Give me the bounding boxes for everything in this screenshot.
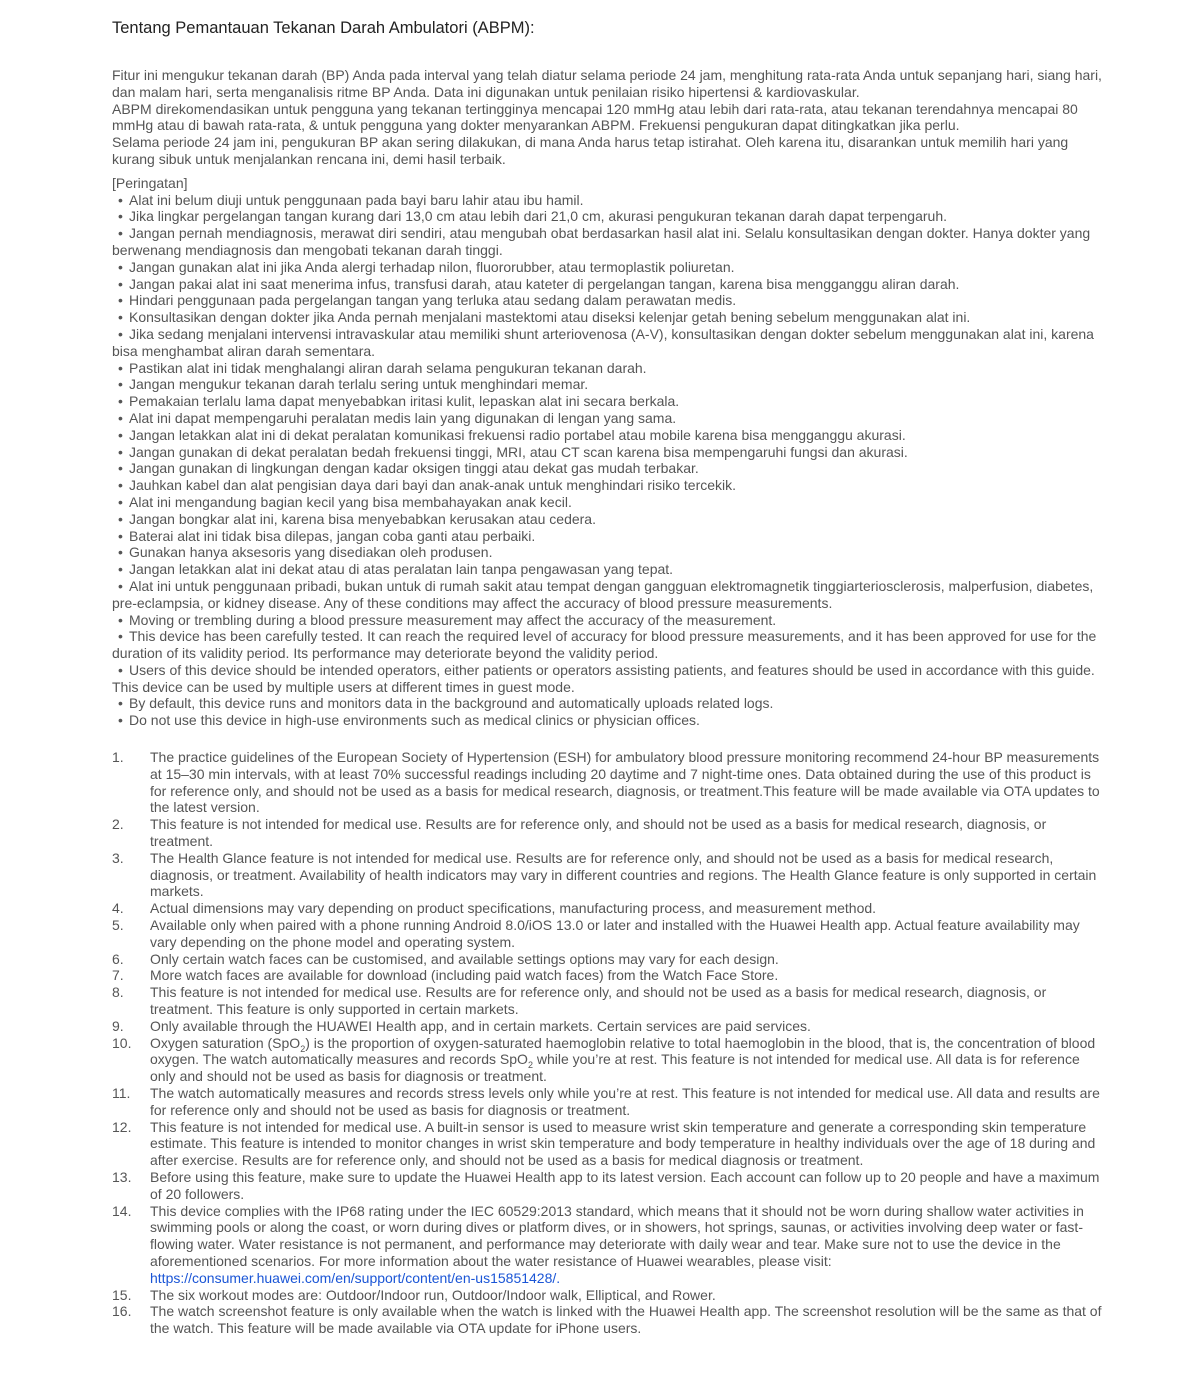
footnote-text: The six workout modes are: Outdoor/Indoor run, Outdoor/Indoor walk, Elliptical, and Rower. — [150, 1286, 716, 1303]
warning-text: This device has been carefully tested. It can reach the required level of accuracy for blood pressure measurements, and it has been approved for use for the duration of its validity period. Its performance may deteriorate beyond the validity period. — [112, 628, 1097, 662]
bullet-icon: • — [118, 510, 123, 527]
warning-item — [112, 208, 1108, 225]
bullet-icon: • — [118, 275, 123, 292]
warning-text: Alat ini belum diuji untuk penggunaan pada bayi baru lahir atau ibu hamil. — [129, 191, 584, 208]
footnote-number: 4. — [112, 900, 124, 917]
subscript: 2 — [300, 1043, 306, 1054]
footnote-text: Available only when paired with a phone running Android 8.0/iOS 13.0 or later and installed with the Huawei Health app. Actual feature availability may vary depending on the phone model and operating system. — [150, 917, 1080, 950]
footnote-item — [112, 1085, 1108, 1119]
warning-text: Jangan mengukur tekanan darah terlalu sering untuk menghindari memar. — [129, 376, 589, 393]
subscript: 2 — [527, 1060, 533, 1071]
warning-item — [112, 544, 1108, 561]
warning-text: Pastikan alat ini tidak menghalangi aliran darah selama pengukuran tekanan darah. — [129, 359, 647, 376]
footnote-number: 11. — [112, 1085, 131, 1102]
warning-text: Jangan gunakan di dekat peralatan bedah frekuensi tinggi, MRI, atau CT scan karena bisa mempengaruhi fungsi dan akurasi. — [129, 443, 908, 460]
warning-item — [112, 695, 1108, 712]
bullet-icon: • — [118, 577, 123, 594]
warning-text: Konsultasikan dengan dokter jika Anda pernah menjalani mastektomi atau diseksi kelenjar getah bening sebelum menggunakan alat ini. — [129, 309, 971, 326]
footnote-text: This device complies with the IP68 rating under the IEC 60529:2013 standard, which means that it should not be worn during shallow water activities in swimming pools or along the coast, or worn during dives or platform dives, or in showers, hot springs, saunas, or activities involving deep water or fast-flowing water. Water resistance is not permanent, and performance may deteriorate with daily wear and tear. Make sure not to use the device in the aforementioned scenarios. For more information about the water resistance of Huawei wearables, please visit: — [150, 1202, 1084, 1269]
footnote-item — [112, 1035, 1108, 1085]
footnote-item — [112, 1287, 1108, 1304]
footnote-text: Only available through the HUAWEI Health app, and in certain markets. Certain services are paid services. — [150, 1017, 811, 1034]
footnote-text: The watch screenshot feature is only available when the watch is linked with the Huawei Health app. The screenshot resolution will be the same as that of the watch. This feature will be made available via OTA update for iPhone users. — [150, 1303, 1102, 1337]
warning-item — [112, 712, 1108, 729]
warning-text: Jangan bongkar alat ini, karena bisa menyebabkan kerusakan atau cedera. — [129, 510, 596, 527]
footnote-item — [112, 749, 1108, 816]
page-title: Tentang Pemantauan Tekanan Darah Ambulatori (ABPM): — [112, 19, 535, 37]
bullet-icon: • — [118, 493, 123, 510]
footnote-text: Oxygen saturation (SpO — [150, 1034, 301, 1051]
footnote-item — [112, 816, 1108, 850]
warning-text: Moving or trembling during a blood pressure measurement may affect the accuracy of the measurement. — [129, 611, 777, 628]
footnote-number: 12. — [112, 1118, 132, 1135]
footnote-number: 3. — [112, 849, 124, 866]
water-resistance-link[interactable]: https://consumer.huawei.com/en/support/content/en-us15851428/. — [150, 1269, 561, 1286]
warning-text: Jika sedang menjalani intervensi intravaskular atau memiliki shunt arteriovenosa (A-V), konsultasikan dengan dokter sebelum menggunakan alat ini, karena bisa menghambat aliran darah sementara. — [112, 325, 1094, 359]
footnote-item — [112, 951, 1108, 968]
bullet-icon: • — [118, 292, 123, 309]
warning-text: Hindari penggunaan pada pergelangan tangan yang terluka atau sedang dalam perawatan medis. — [129, 292, 737, 309]
bullet-icon: • — [118, 376, 123, 393]
bullet-icon: • — [118, 208, 123, 225]
bullet-icon: • — [118, 527, 123, 544]
warning-text: Jauhkan kabel dan alat pengisian daya dari bayi dan anak-anak untuk menghindari risiko tercekik. — [129, 477, 737, 494]
document-page — [112, 16, 1108, 1337]
footnote-number: 7. — [112, 967, 124, 984]
warning-item — [112, 410, 1108, 427]
warning-text: Pemakaian terlalu lama dapat menyebabkan iritasi kulit, lepaskan alat ini secara berkala. — [129, 393, 680, 410]
footnote-number: 13. — [112, 1169, 132, 1185]
warning-item — [112, 376, 1108, 393]
bullet-icon: • — [118, 393, 123, 410]
footnote-number: 9. — [112, 1017, 124, 1034]
bullet-icon: • — [118, 477, 123, 494]
warning-item — [112, 225, 1108, 259]
warning-item — [112, 292, 1108, 309]
footnote-text: Only certain watch faces can be customised, and available settings options may vary for each design. — [150, 950, 779, 967]
bullet-icon: • — [118, 409, 123, 426]
footnote-number: 1. — [112, 749, 124, 766]
footnote-number: 2. — [112, 816, 124, 833]
bullet-icon: • — [118, 695, 123, 712]
footnote-number: 10. — [112, 1034, 132, 1051]
footnote-item — [112, 1018, 1108, 1035]
warning-item — [112, 360, 1108, 377]
warning-item — [112, 511, 1108, 528]
footnote-number: 5. — [112, 917, 124, 934]
footnote-text: ) is the proportion of oxygen-saturated haemoglobin relative to total haemoglobin in the blood, that is, the concentration of blood oxygen. The watch automatically measures and records SpO — [150, 1034, 1096, 1068]
footnote-text: Before using this feature, make sure to update the Huawei Health app to its latest version. Each account can follow up to 20 people and have a maximum of 20 followers. — [150, 1169, 1100, 1202]
warning-item — [112, 612, 1108, 629]
warning-text: Jika lingkar pergelangan tangan kurang dari 13,0 cm atau lebih dari 21,0 cm, akurasi pengukuran tekanan darah dapat terpengaruh. — [129, 208, 947, 225]
warning-text: Jangan letakkan alat ini di dekat peralatan komunikasi frekuensi radio portabel atau mobile karena bisa mengganggu akurasi. — [129, 426, 906, 443]
footnote-item — [112, 900, 1108, 917]
bullet-icon: • — [118, 258, 123, 275]
footnote-text: This feature is not intended for medical use. Results are for reference only, and should not be used as a basis for medical research, diagnosis, or treatment. — [150, 816, 1047, 850]
bullet-icon: • — [118, 325, 123, 342]
warning-text: Gunakan hanya aksesoris yang disediakan oleh produsen. — [129, 544, 493, 561]
warning-item — [112, 494, 1108, 511]
footnote-text: The practice guidelines of the European Society of Hypertension (ESH) for ambulatory blood pressure monitoring recommend 24-hour BP measurements at 15–30 min intervals, with at least 70% successful readings including 20 daytime and 7 night-time ones. Data obtained during the use of this product is for reference only, and should not be used as a basis for medical research, diagnosis, or treatment.This feature will be made available via OTA updates to the latest version. — [150, 749, 1100, 816]
footnote-number: 15. — [112, 1286, 132, 1303]
intro-paragraph: Fitur ini mengukur tekanan darah (BP) Anda pada interval yang telah diatur selama periode 24 jam, menghitung rata-rata Anda untuk sepanjang hari, siang hari, dan malam hari, serta menganalisis ritme BP Anda. Data ini digunakan untuk penilaian risiko hipertensi & kardiovaskular. — [112, 67, 1102, 100]
bullet-icon: • — [118, 309, 123, 326]
footnote-item — [112, 1169, 1108, 1203]
footnote-item — [112, 1203, 1108, 1287]
warning-item — [112, 259, 1108, 276]
warning-text: Do not use this device in high-use environments such as medical clinics or physician offices. — [129, 712, 700, 729]
footnote-item — [112, 1119, 1108, 1169]
footnote-text: This feature is not intended for medical use. Results are for reference only, and should not be used as a basis for medical research, diagnosis, or treatment. This feature is only supported in certain markets. — [150, 984, 1047, 1018]
bullet-icon: • — [118, 443, 123, 460]
warning-item — [112, 444, 1108, 461]
warning-text: Users of this device should be intended operators, either patients or operators assisting patients, and features should be used in accordance with this guide. This device can be used by multiple users at different times in guest mode. — [112, 661, 1095, 695]
warning-item — [112, 578, 1108, 612]
bullet-icon: • — [118, 460, 123, 477]
warning-text: Alat ini untuk penggunaan pribadi, bukan untuk di rumah sakit atau tempat dengan gangguan elektromagnetik tinggiarteriosclerosis, malperfusion, diabetes, pre-eclampsia, or kidney disease. Any of these conditions may affect the accuracy of blood pressure measurements. — [112, 577, 1094, 611]
warning-item — [112, 477, 1108, 494]
footnote-item — [112, 917, 1108, 951]
warning-text: Alat ini dapat mempengaruhi peralatan medis lain yang digunakan di lengan yang sama. — [129, 409, 677, 426]
warning-item — [112, 309, 1108, 326]
footnote-number: 16. — [112, 1303, 132, 1320]
footnote-item — [112, 1303, 1108, 1337]
footnote-number: 8. — [112, 984, 124, 1001]
intro-paragraph: Selama periode 24 jam ini, pengukuran BP akan sering dilakukan, di mana Anda harus tetap istirahat. Oleh karena itu, disarankan untuk memilih hari yang kurang sibuk untuk menjalankan rencana ini, demi hasil terbaik. — [112, 134, 1069, 167]
bullet-icon: • — [118, 561, 123, 578]
footnote-text: More watch faces are available for download (including paid watch faces) from the Watch Face Store. — [150, 967, 779, 984]
warning-text: Jangan pakai alat ini saat menerima infus, transfusi darah, atau kateter di pergelangan tangan, karena bisa mengganggu aliran darah. — [129, 275, 960, 292]
footnote-text: while you’re at rest. This feature is not intended for medical use. All data is for reference only and should not be used as basis for diagnosis or treatment. — [150, 1051, 1080, 1085]
bullet-icon: • — [118, 426, 123, 443]
intro-section — [112, 67, 1108, 168]
bullet-icon: • — [118, 628, 123, 645]
warning-text: Baterai alat ini tidak bisa dilepas, jangan coba ganti atau perbaiki. — [129, 527, 536, 544]
warning-item — [112, 460, 1108, 477]
warning-text: Jangan pernah mendiagnosis, merawat diri sendiri, atau mengubah obat berdasarkan hasil alat ini. Selalu konsultasikan dengan dokter. Hanya dokter yang berwenang mendiagnosis dan mengobati tekanan darah tinggi. — [112, 225, 1091, 258]
footnote-item — [112, 850, 1108, 900]
intro-paragraph: ABPM direkomendasikan untuk pengguna yang tekanan tertingginya mencapai 120 mmHg atau lebih dari rata-rata, atau tekanan terendahnya mencapai 80 mmHg atau di bawah rata-rata, & untuk pengguna yang dokter menyarankan ABPM. Frekuensi pengukuran dapat ditingkatkan jika perlu. — [112, 100, 1078, 134]
footnote-text: The watch automatically measures and records stress levels only while you’re at rest. This feature is not intended for medical use. All data and results are for reference only and should not be used as basis for diagnosis or treatment. — [150, 1085, 1100, 1118]
footnote-item — [112, 984, 1108, 1018]
warning-item — [112, 326, 1108, 360]
warning-item — [112, 662, 1108, 696]
footnote-number: 6. — [112, 950, 124, 967]
bullet-icon: • — [118, 712, 123, 729]
footnote-text: The Health Glance feature is not intended for medical use. Results are for reference only, and should not be used as a basis for medical research, diagnosis, or treatment. Availability of health indicators may vary in different countries and regions. The Health Glance feature is only supported in certain markets. — [150, 849, 1097, 900]
bullet-icon: • — [118, 225, 123, 242]
warning-text: Alat ini mengandung bagian kecil yang bisa membahayakan anak kecil. — [129, 493, 572, 510]
footnote-number: 14. — [112, 1202, 132, 1219]
footnote-item — [112, 967, 1108, 984]
footnote-text: This feature is not intended for medical use. A built-in sensor is used to measure wrist skin temperature and generate a corresponding skin temperature estimate. This feature is intended to monitor changes in wrist skin temperature and body temperature in healthy individuals over the age of 18 during and after exercise. Results are for reference only, and should not be used as a basis for medical diagnosis or treatment. — [150, 1118, 1096, 1169]
bullet-icon: • — [118, 611, 123, 628]
warning-heading: [Peringatan] — [112, 174, 188, 191]
warning-text: By default, this device runs and monitors data in the background and automatically uploads related logs. — [129, 695, 774, 712]
warning-item — [112, 561, 1108, 578]
warning-item — [112, 628, 1108, 662]
footnotes-list — [112, 749, 1108, 1337]
warning-item — [112, 276, 1108, 293]
warning-item — [112, 192, 1108, 209]
warning-item — [112, 528, 1108, 545]
bullet-icon: • — [118, 661, 123, 678]
bullet-icon: • — [118, 191, 123, 208]
warning-list — [112, 192, 1108, 730]
bullet-icon: • — [118, 359, 123, 376]
warning-item — [112, 393, 1108, 410]
warning-text: Jangan letakkan alat ini dekat atau di atas peralatan lain tanpa pengawasan yang tepat. — [129, 561, 674, 578]
warning-item — [112, 427, 1108, 444]
warning-text: Jangan gunakan di lingkungan dengan kadar oksigen tinggi atau dekat gas mudah terbakar. — [129, 460, 699, 477]
bullet-icon: • — [118, 544, 123, 561]
warning-text: Jangan gunakan alat ini jika Anda alergi terhadap nilon, fluororubber, atau termoplastik poliuretan. — [129, 258, 735, 275]
footnote-text: Actual dimensions may vary depending on product specifications, manufacturing process, and measurement method. — [150, 900, 877, 917]
